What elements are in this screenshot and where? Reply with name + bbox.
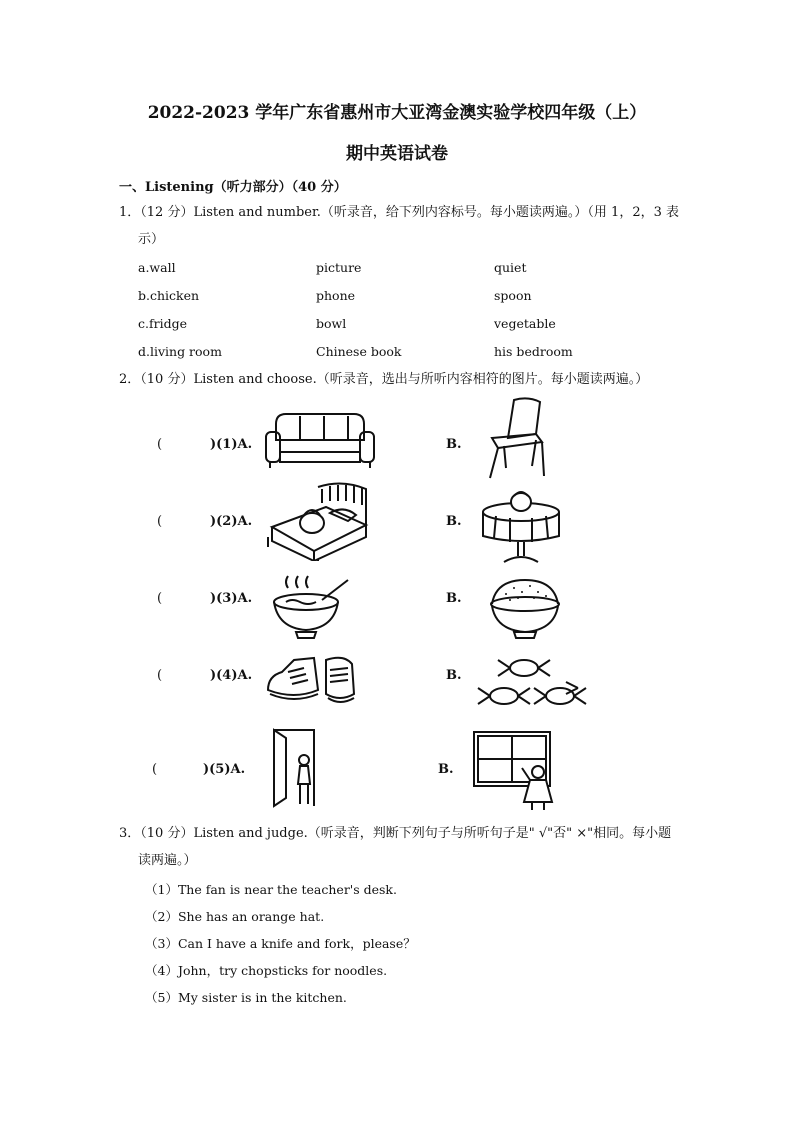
- window-girl-icon: [472, 730, 556, 812]
- option-a-label: )(4)A.: [210, 668, 253, 683]
- option-b-label: B.: [446, 437, 462, 452]
- option-b-label: B.: [446, 668, 462, 683]
- bag-on-table-icon: [478, 486, 564, 568]
- candies-icon: [474, 652, 600, 710]
- answer-paren[interactable]: (: [157, 668, 163, 683]
- word-cell: picture: [316, 260, 362, 275]
- question-2-prompt: 2．（10 分）Listen and choose.（听录音，选出与所听内容相符的图片。每小题读两遍。）: [119, 372, 649, 387]
- word-cell: Chinese book: [316, 344, 402, 359]
- chair-icon: [484, 396, 550, 480]
- option-a-label: )(1)A.: [210, 437, 253, 452]
- shoes-icon: [264, 650, 358, 708]
- word-cell: spoon: [494, 288, 532, 303]
- question-1-prompt: 1．（12 分）Listen and number.（听录音，给下列内容标号。每小题读两遍。）（用 1，2，3 表: [119, 205, 679, 220]
- question-3-prompt-cont: 读两遍。）: [138, 853, 197, 868]
- word-cell: phone: [316, 288, 356, 303]
- word-cell: c.fridge: [138, 316, 187, 331]
- word-cell: bowl: [316, 316, 347, 331]
- rice-bowl-icon: [486, 574, 564, 640]
- soup-bowl-icon: [268, 574, 352, 640]
- word-cell: quiet: [494, 260, 527, 275]
- exam-title-line1: 2022-2023 学年广东省惠州市大亚湾金澳实验学校四年级（上）: [147, 103, 647, 123]
- word-row: [138, 254, 644, 282]
- answer-paren[interactable]: (: [152, 762, 158, 777]
- option-a-label: )(3)A.: [210, 591, 253, 606]
- word-cell: b.chicken: [138, 288, 200, 303]
- judge-item-4: （4）John，try chopsticks for noodles.: [145, 963, 388, 978]
- word-cell: a.wall: [138, 260, 176, 275]
- exam-title-line2: 期中英语试卷: [346, 144, 448, 164]
- answer-paren[interactable]: (: [157, 514, 163, 529]
- word-row: [138, 310, 644, 338]
- word-cell: his bedroom: [494, 344, 573, 359]
- word-cell: d.living room: [138, 344, 222, 359]
- option-a-label: )(5)A.: [203, 762, 246, 777]
- option-b-label: B.: [446, 591, 462, 606]
- word-row: [138, 282, 644, 310]
- option-b-label: B.: [446, 514, 462, 529]
- judge-item-5: （5）My sister is in the kitchen.: [145, 990, 347, 1005]
- bag-on-bed-icon: [264, 481, 370, 561]
- question-3-prompt: 3．（10 分）Listen and judge.（听录音，判断下列句子与所听句子是" √"否" ×"相同。每小题: [119, 826, 672, 841]
- word-row: [138, 338, 644, 366]
- question-3: [119, 820, 689, 874]
- door-boy-icon: [270, 728, 318, 808]
- question-1: [119, 199, 689, 253]
- answer-paren[interactable]: (: [157, 437, 163, 452]
- option-b-label: B.: [438, 762, 454, 777]
- judge-item-1: （1）The fan is near the teacher's desk.: [145, 882, 397, 897]
- judge-item-2: （2）She has an orange hat.: [145, 909, 325, 924]
- word-cell: vegetable: [494, 316, 556, 331]
- word-table: [138, 254, 644, 366]
- judge-item-3: （3）Can I have a knife and fork，please？: [145, 936, 416, 951]
- sofa-icon: [262, 410, 378, 472]
- section-heading-listening: 一、Listening（听力部分）（40 分）: [119, 180, 347, 195]
- question-1-prompt-cont: 示）: [138, 232, 165, 247]
- answer-paren[interactable]: (: [157, 591, 163, 606]
- option-a-label: )(2)A.: [210, 514, 253, 529]
